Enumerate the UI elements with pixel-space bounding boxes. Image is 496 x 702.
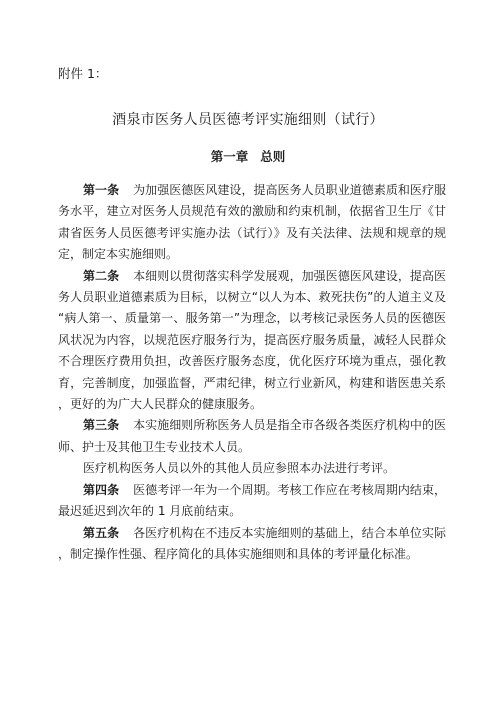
article-text: 本细则以贯彻落实科学发展观，加强医德医风建设，提高医务人员职业道德素质为目标，以树立“以人为本、救死扶伤”的人道主义及“病人第一、质量第一、服务第一”为理念，以考核记录医务人员的医德医风状况为内容，以规范医疗服务行为，提高医疗服务质量，减轻人民群众不合理医疗费用负担，改善医疗服务态度，优化医疗环境为重点，强化教育，完善制度，加强监督，严肃纪律，树立行业新风，构建和谐医患关系，更好的为广大人民群众的健康服务。 bbox=[58, 268, 446, 412]
article-number: 第三条 bbox=[83, 418, 120, 433]
article-paragraph bbox=[58, 523, 446, 566]
plain-paragraph bbox=[58, 458, 446, 479]
article-text: 本实施细则所称医务人员是指全市各级各类医疗机构中的医师、护士及其他卫生专业技术人员。 bbox=[58, 418, 446, 454]
article-number: 第四条 bbox=[83, 482, 120, 497]
chapter-heading bbox=[0, 147, 496, 167]
article-paragraph bbox=[58, 266, 446, 416]
article-number: 第一条 bbox=[83, 183, 120, 197]
article-number: 第五条 bbox=[83, 525, 120, 540]
article-text: 医德考评一年为一个周期。考核工作应在考核周期内结束，最迟延迟到次年的 1 月底前结束。 bbox=[58, 482, 446, 519]
attachment-label: 附件 1： bbox=[58, 66, 108, 81]
article-number: 第二条 bbox=[83, 268, 120, 283]
chapter-name: 总则 bbox=[260, 149, 286, 164]
document-title: 酒泉市医务人员医德考评实施细则（试行） bbox=[112, 112, 384, 128]
document-body bbox=[58, 180, 446, 565]
article-paragraph bbox=[58, 480, 446, 523]
chapter-number: 第一章 bbox=[210, 149, 249, 164]
paragraph-text: 医疗机构医务人员以外的其他人员应参照本办法进行考评。 bbox=[83, 461, 396, 476]
article-text: 为加强医德医风建设，提高医务人员职业道德素质和医疗服务水平，建立对医务人员规范有效的激励和约束机制，依据省卫生厅《甘肃省医务人员医德考评实施办法（试行）》及有关法律、法规和规章的规定，制定本实施细则。 bbox=[58, 183, 446, 262]
article-paragraph bbox=[58, 180, 446, 266]
article-paragraph bbox=[58, 415, 446, 458]
article-text: 各医疗机构在不违反本实施细则的基础上，结合本单位实际，制定操作性强、程序简化的具体实施细则和具体的考评量化标准。 bbox=[58, 525, 446, 561]
